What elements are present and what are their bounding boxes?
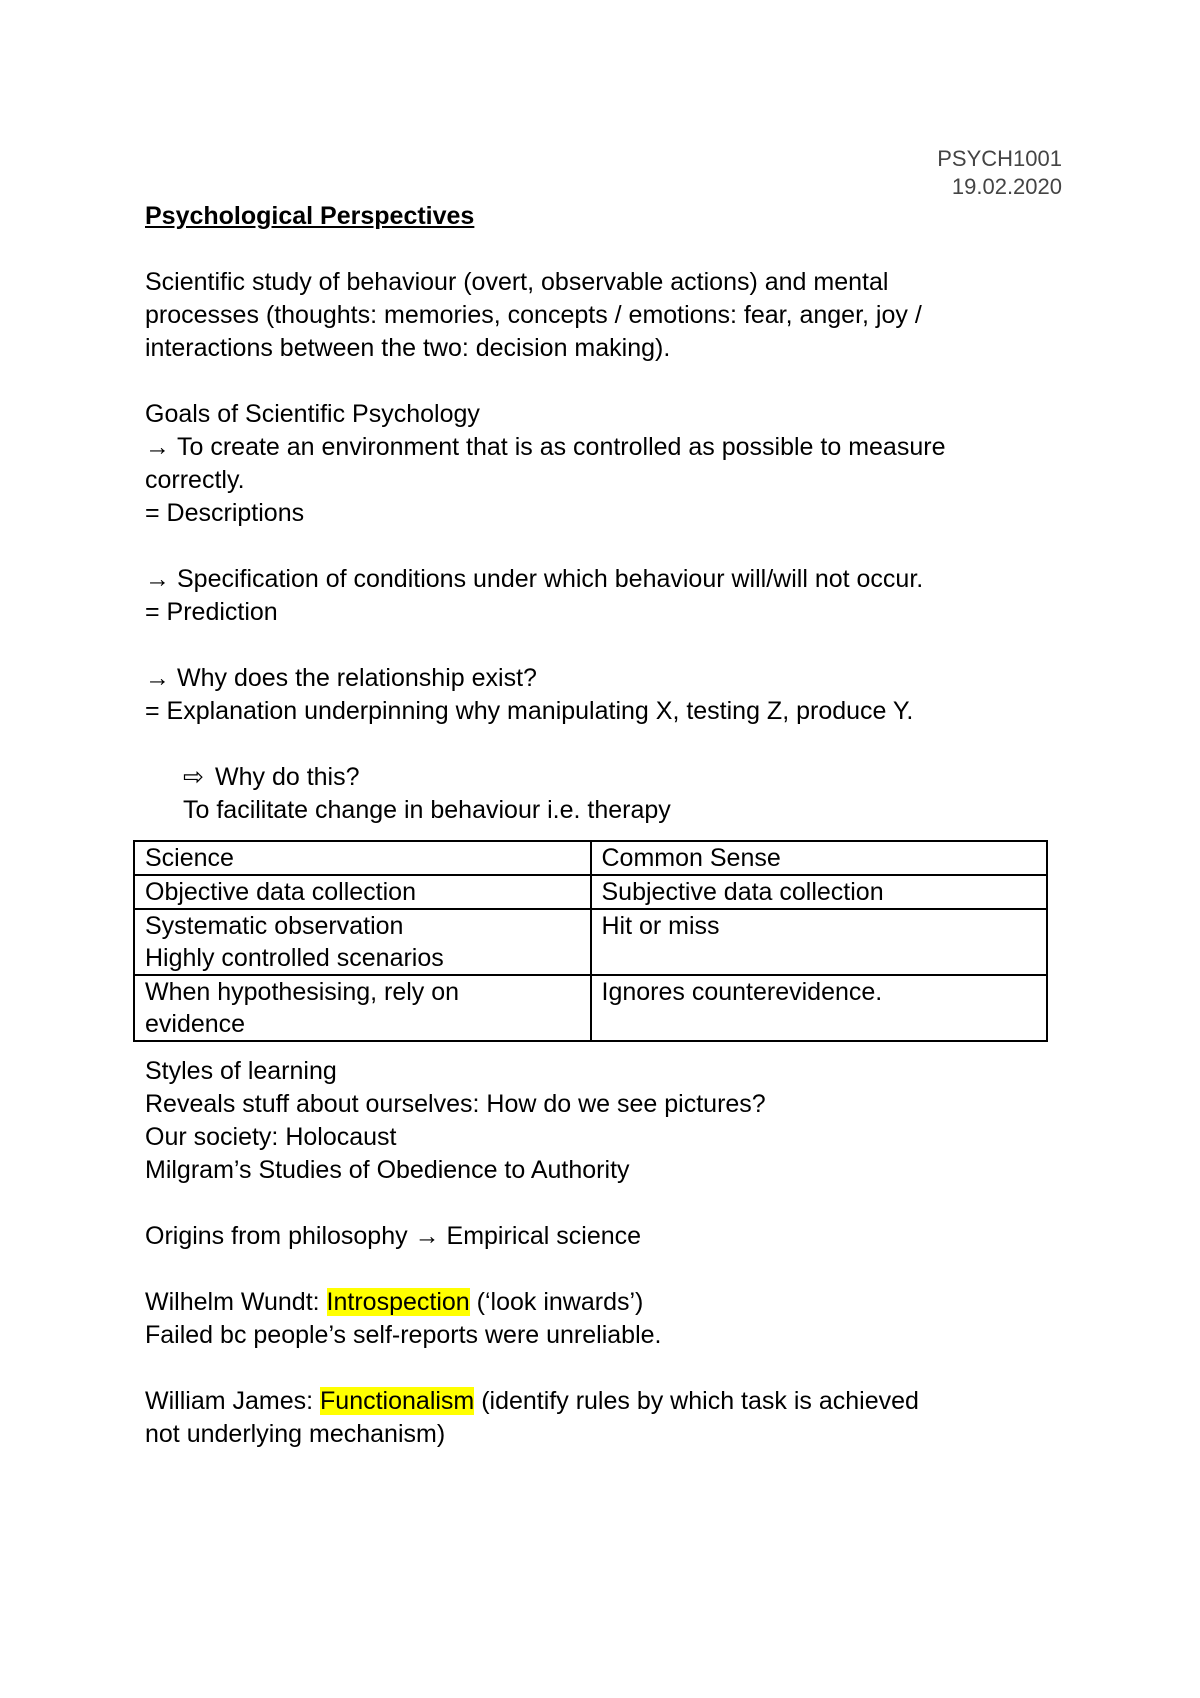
goal-prediction-result: = Prediction (145, 598, 278, 626)
right-arrow-icon: → (145, 565, 170, 593)
course-code: PSYCH1001 (937, 146, 1062, 171)
learning-line: Styles of learning (145, 1057, 337, 1085)
right-arrow-icon: → (414, 1222, 440, 1250)
why-question: ⇨ Why do this? (145, 761, 1065, 794)
intro-paragraph (145, 266, 1065, 365)
james-line-cont: not underlying mechanism) (145, 1420, 446, 1448)
table-cell: Hit or miss (591, 909, 1048, 975)
table-cell: Systematic observation Highly controlled scenarios (134, 909, 591, 975)
learning-line: Reveals stuff about ourselves: How do we see pictures? (145, 1090, 766, 1118)
table-row (134, 975, 1047, 1041)
goal-explanation-result: = Explanation underpinning why manipulating X, testing Z, produce Y. (145, 697, 914, 725)
table-cell: When hypothesising, rely on evidence (134, 975, 591, 1041)
table-row (134, 909, 1047, 975)
goal-prediction: → Specification of conditions under which behaviour will/will not occur. (145, 563, 1065, 596)
table-cell: Science (134, 841, 591, 875)
table-cell: Objective data collection (134, 875, 591, 909)
why-answer: To facilitate change in behaviour i.e. therapy (183, 796, 671, 824)
james-line: William James: Functionalism (identify rules by which task is achieved (145, 1387, 919, 1415)
goal-description: → To create an environment that is as controlled as possible to measure (145, 431, 1065, 464)
science-vs-common-sense-table (133, 840, 1048, 1042)
table-row (134, 875, 1047, 909)
origins-line: Origins from philosophy → Empirical science (145, 1222, 642, 1250)
document-body (145, 200, 1065, 1451)
learning-line: Milgram’s Studies of Obedience to Authority (145, 1156, 630, 1184)
goals-section (145, 398, 1065, 827)
intro-line: processes (thoughts: memories, concepts / emotions: fear, anger, joy / (145, 301, 922, 329)
intro-line: interactions between the two: decision making). (145, 334, 671, 362)
highlighted-term: Functionalism (320, 1387, 475, 1415)
learning-line: Our society: Holocaust (145, 1123, 397, 1151)
wundt-line: Wilhelm Wundt: Introspection (‘look inwards’) (145, 1288, 644, 1316)
wundt-note: Failed bc people’s self-reports were unreliable. (145, 1321, 662, 1349)
highlighted-term: Introspection (326, 1288, 470, 1316)
james-section (145, 1385, 1065, 1451)
goal-description-result: = Descriptions (145, 499, 305, 527)
outline-arrow-icon: ⇨ (183, 763, 204, 791)
right-arrow-icon: → (145, 433, 170, 461)
right-arrow-icon: → (145, 664, 170, 692)
goal-description-cont: correctly. (145, 466, 245, 494)
note-date: 19.02.2020 (951, 174, 1062, 199)
table-cell: Common Sense (591, 841, 1048, 875)
page-title: Psychological Perspectives (145, 202, 475, 230)
wundt-section (145, 1286, 1065, 1352)
page-header (937, 145, 1062, 201)
table-cell: Ignores counterevidence. (591, 975, 1048, 1041)
goals-heading: Goals of Scientific Psychology (145, 400, 480, 428)
learning-section (145, 1055, 1065, 1187)
intro-line: Scientific study of behaviour (overt, observable actions) and mental (145, 268, 889, 296)
table-row (134, 841, 1047, 875)
table-cell: Subjective data collection (591, 875, 1048, 909)
goal-explanation: → Why does the relationship exist? (145, 662, 1065, 695)
